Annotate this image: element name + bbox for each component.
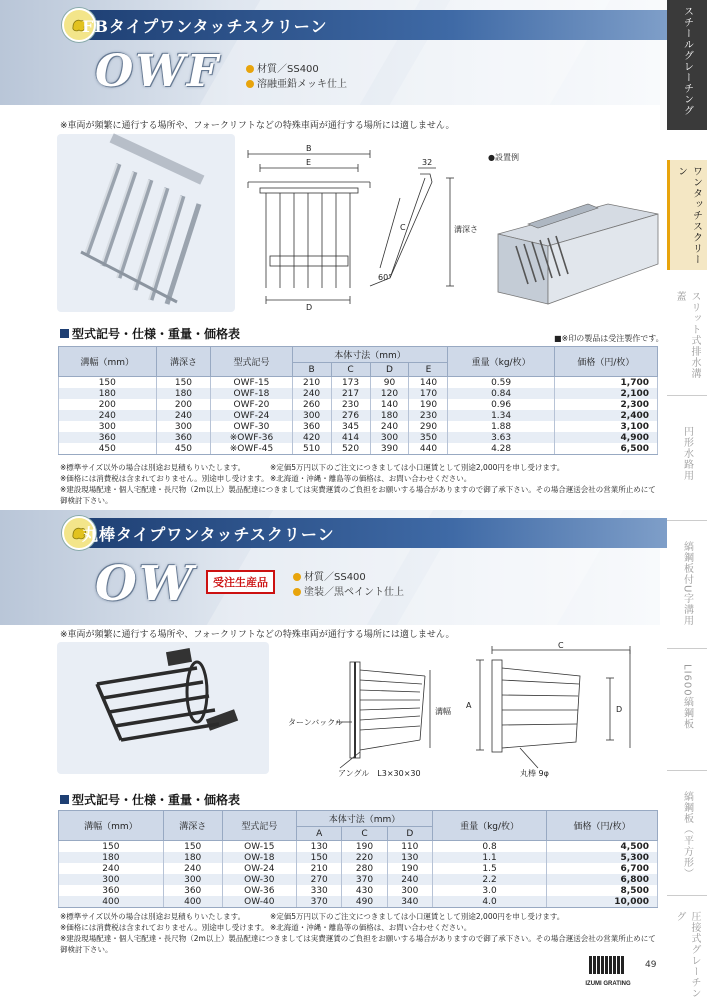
cell-weight: 1.34 — [448, 410, 554, 421]
section1-specs — [246, 62, 347, 92]
cell-b: 240 — [292, 388, 331, 399]
table-title-text: 型式記号・仕様・重量・価格表 — [72, 793, 241, 807]
cell-c: 370 — [342, 874, 387, 885]
cell-d: 180 — [370, 410, 409, 421]
sidebar-item-one-touch-screen[interactable] — [667, 160, 707, 270]
sidebar-item-label: スチールグレーチング — [681, 6, 693, 116]
cell-b: 300 — [292, 410, 331, 421]
dim-angle-label: 60° — [378, 273, 393, 282]
sidebar-divider — [667, 895, 707, 896]
cell-d: 120 — [370, 388, 409, 399]
dim-b-label: B — [306, 144, 312, 153]
section1-title: FBタイプワンタッチスクリーン — [82, 17, 328, 36]
sidebar-item-checker-u-channel[interactable] — [667, 535, 707, 640]
cell-weight: 3.63 — [448, 432, 554, 443]
cell-b: 510 — [292, 443, 331, 455]
cell-c: 276 — [331, 410, 370, 421]
cell-code: ※OWF-36 — [211, 432, 292, 443]
cell-price: 6,800 — [547, 874, 658, 885]
header-dims: 本体寸法（mm） — [297, 811, 433, 827]
table-row — [59, 388, 658, 399]
cell-b: 260 — [292, 399, 331, 410]
cell-e: 190 — [409, 399, 448, 410]
cell-width: 300 — [59, 421, 157, 432]
cell-c: 490 — [342, 896, 387, 908]
cell-code: OWF-24 — [211, 410, 292, 421]
cell-code: OWF-30 — [211, 421, 292, 432]
cell-d: 340 — [387, 896, 432, 908]
cell-weight: 1.88 — [448, 421, 554, 432]
header-d: D — [387, 827, 432, 841]
sidebar-item-pressure-welded[interactable] — [667, 905, 707, 1000]
section2-specs — [293, 570, 404, 600]
cell-price: 3,100 — [554, 421, 657, 432]
cell-width: 180 — [59, 852, 164, 863]
sidebar-item-round-channel[interactable] — [667, 420, 707, 500]
cell-c: 190 — [342, 841, 387, 853]
bullet-icon — [293, 573, 301, 581]
sidebar-item-steel-grating[interactable] — [667, 0, 707, 130]
header-b: B — [292, 363, 331, 377]
section1-footnotes — [60, 462, 660, 505]
sidebar-item-label: スリット式排水溝蓋 — [674, 291, 700, 379]
cell-price: 2,100 — [554, 388, 657, 399]
header-width: 溝幅（mm） — [59, 347, 157, 377]
bullet-icon — [293, 588, 301, 596]
cell-depth: 180 — [163, 852, 222, 863]
made-to-order-badge: 受注生産品 — [206, 570, 275, 594]
spec-finish: 溶融亜鉛メッキ仕上 — [257, 79, 347, 90]
cell-width: 450 — [59, 443, 157, 455]
dim-32-label: 32 — [422, 158, 433, 167]
footnote: ※定価5万円以下のご注文につきましては小口運賃として別途2,000円を申し受けます。 — [270, 912, 565, 921]
cell-width: 400 — [59, 896, 164, 908]
cell-c: 217 — [331, 388, 370, 399]
footnote: ※価格には消費税は含まれておりません。別途申し受けます。 — [60, 474, 269, 483]
owf-dimension-drawing — [240, 138, 480, 318]
footnote: ※定価5万円以下のご注文につきましては小口運賃として別途2,000円を申し受けます。 — [270, 463, 565, 472]
table-row — [59, 443, 658, 455]
cell-depth: 300 — [163, 874, 222, 885]
bullet-icon — [246, 65, 254, 73]
cell-weight: 3.0 — [432, 885, 546, 896]
cell-depth: 240 — [156, 410, 211, 421]
cell-c: 230 — [331, 399, 370, 410]
cell-code: OWF-20 — [211, 399, 292, 410]
cell-code: OW-18 — [222, 852, 296, 863]
table-row — [59, 863, 658, 874]
install-label: ●設置例 — [488, 153, 519, 162]
cell-width: 300 — [59, 874, 164, 885]
cell-weight: 0.8 — [432, 841, 546, 853]
cell-price: 2,400 — [554, 410, 657, 421]
cell-b: 360 — [292, 421, 331, 432]
cell-d: 300 — [387, 885, 432, 896]
header-price: 価格（円/枚） — [554, 347, 657, 377]
table-title-text: 型式記号・仕様・重量・価格表 — [72, 327, 241, 341]
cell-d: 110 — [387, 841, 432, 853]
section1-model: OWF — [95, 46, 220, 97]
sidebar-item-label: 縞鋼板（平方形） — [681, 791, 693, 879]
dim-d-label: D — [616, 705, 623, 714]
cell-width: 150 — [59, 841, 164, 853]
table-row — [59, 432, 658, 443]
dim-e-label: E — [306, 158, 312, 167]
footnote: ※建設現場配達・個人宅配達・長尺物（2m以上）製品配達につきましては実費運賃のご負担をお願いする場合がありますので御了承下さい。その場合運送会社の営業所止めにて御検討下さい。 — [60, 934, 656, 954]
header-weight: 重量（kg/枚） — [432, 811, 546, 841]
table-row — [59, 421, 658, 432]
cell-e: 140 — [409, 377, 448, 389]
footnote: ※建設現場配達・個人宅配達・長尺物（2m以上）製品配達につきましては実費運賃のご負担をお願いする場合がありますので御了承下さい。その場合運送会社の営業所止めにて御検討下さい。 — [60, 485, 656, 505]
cell-price: 4,900 — [554, 432, 657, 443]
spec-finish: 塗装／黒ペイント仕上 — [304, 587, 404, 598]
cell-depth: 150 — [163, 841, 222, 853]
category-sidebar — [667, 0, 707, 1000]
header-depth: 溝深さ — [163, 811, 222, 841]
table-row — [59, 841, 658, 853]
cell-price: 6,500 — [554, 443, 657, 455]
cell-code: OW-30 — [222, 874, 296, 885]
table-row — [59, 852, 658, 863]
header-price: 価格（円/枚） — [547, 811, 658, 841]
sidebar-item-label: LI600縞鋼板 — [681, 664, 693, 730]
cell-a: 270 — [297, 874, 342, 885]
cell-width: 180 — [59, 388, 157, 399]
cell-width: 240 — [59, 863, 164, 874]
cell-c: 345 — [331, 421, 370, 432]
table-row — [59, 874, 658, 885]
bar-label: 丸棒 9φ — [520, 769, 549, 778]
dim-d-label: D — [306, 303, 313, 312]
cell-depth: 400 — [163, 896, 222, 908]
footnote: ※価格には消費税は含まれておりません。別途申し受けます。 — [60, 923, 269, 932]
dim-a-label: A — [466, 701, 472, 710]
cell-width: 360 — [59, 432, 157, 443]
ow-dimension-drawing — [280, 640, 660, 780]
sidebar-item-label: 圧接式グレーチング — [674, 911, 700, 999]
cell-c: 173 — [331, 377, 370, 389]
cell-code: ※OWF-45 — [211, 443, 292, 455]
sidebar-item-li600[interactable] — [667, 658, 707, 748]
sidebar-item-checker-square[interactable] — [667, 785, 707, 880]
cell-price: 6,700 — [547, 863, 658, 874]
cell-depth: 150 — [156, 377, 211, 389]
dim-depth-label: 溝幅 — [435, 707, 451, 716]
cell-weight: 0.96 — [448, 399, 554, 410]
footnote: ※北海道・沖縄・離島等の価格は、お問い合わせください。 — [270, 474, 472, 483]
sidebar-item-slit-drain[interactable] — [667, 285, 707, 385]
table-row — [59, 377, 658, 389]
table-row — [59, 885, 658, 896]
header-weight: 重量（kg/枚） — [448, 347, 554, 377]
header-d: D — [370, 363, 409, 377]
cell-price: 5,300 — [547, 852, 658, 863]
cell-weight: 4.0 — [432, 896, 546, 908]
dim-c-label: C — [558, 641, 564, 650]
cell-price: 4,500 — [547, 841, 658, 853]
dim-c-label: C — [400, 223, 406, 232]
cell-e: 440 — [409, 443, 448, 455]
cell-depth: 360 — [163, 885, 222, 896]
sidebar-item-label: 縞鋼板付U字溝用 — [681, 541, 693, 627]
angle-label: アングル L3×30×30 — [338, 769, 421, 778]
cell-d: 90 — [370, 377, 409, 389]
cell-b: 210 — [292, 377, 331, 389]
cell-c: 280 — [342, 863, 387, 874]
ow-product-photo — [57, 642, 269, 774]
section2-model: OW — [95, 556, 195, 612]
square-bullet-icon — [60, 795, 69, 804]
cell-a: 130 — [297, 841, 342, 853]
bullet-icon — [246, 80, 254, 88]
cell-c: 430 — [342, 885, 387, 896]
owf-product-photo — [57, 134, 235, 312]
header-depth: 溝深さ — [156, 347, 211, 377]
ow-spec-table — [58, 810, 658, 908]
spec-material: 材質／SS400 — [257, 64, 319, 75]
header-c: C — [342, 827, 387, 841]
cell-e: 230 — [409, 410, 448, 421]
cell-depth: 240 — [163, 863, 222, 874]
cell-weight: 2.2 — [432, 874, 546, 885]
cell-price: 10,000 — [547, 896, 658, 908]
cell-weight: 1.1 — [432, 852, 546, 863]
header-code: 型式記号 — [211, 347, 292, 377]
cell-d: 240 — [370, 421, 409, 432]
footnote: ※北海道・沖縄・離島等の価格は、お問い合わせください。 — [270, 923, 472, 932]
cell-a: 330 — [297, 885, 342, 896]
header-code: 型式記号 — [222, 811, 296, 841]
header-width: 溝幅（mm） — [59, 811, 164, 841]
cell-depth: 450 — [156, 443, 211, 455]
header-dims: 本体寸法（mm） — [292, 347, 448, 363]
cell-b: 420 — [292, 432, 331, 443]
cell-a: 210 — [297, 863, 342, 874]
section2-table-title — [60, 791, 240, 808]
cell-code: OW-24 — [222, 863, 296, 874]
cell-width: 240 — [59, 410, 157, 421]
cell-width: 150 — [59, 377, 157, 389]
cell-a: 150 — [297, 852, 342, 863]
sidebar-item-label: ワンタッチスクリーン — [675, 166, 702, 265]
cell-width: 200 — [59, 399, 157, 410]
spec-material: 材質／SS400 — [304, 572, 366, 583]
dim-depth-label: 溝深さ — [454, 225, 478, 234]
footnote: ※標準サイズ以外の場合は別途お見積もりいたします。 — [60, 912, 246, 921]
section2-note: ※車両が頻繁に通行する場所や、フォークリフトなどの特殊車両が通行する場所には適しません。 — [60, 630, 455, 640]
section2-title: 丸棒タイプワンタッチスクリーン — [82, 525, 335, 544]
footnote: ※標準サイズ以外の場合は別途お見積もりいたします。 — [60, 463, 246, 472]
cell-code: OW-36 — [222, 885, 296, 896]
header-c: C — [331, 363, 370, 377]
cell-depth: 200 — [156, 399, 211, 410]
page-number: 49 — [645, 960, 657, 970]
cell-e: 170 — [409, 388, 448, 399]
order-note: ■※印の製品は受注製作です。 — [554, 334, 664, 343]
sidebar-divider — [667, 770, 707, 771]
cell-c: 220 — [342, 852, 387, 863]
cell-weight: 0.59 — [448, 377, 554, 389]
cell-depth: 180 — [156, 388, 211, 399]
sidebar-divider — [667, 648, 707, 649]
section1-note: ※車両が頻繁に通行する場所や、フォークリフトなどの特殊車両が通行する場所には適しません。 — [60, 121, 455, 131]
section1-table-title — [60, 325, 240, 342]
cell-d: 190 — [387, 863, 432, 874]
cell-depth: 360 — [156, 432, 211, 443]
header-e: E — [409, 363, 448, 377]
cell-e: 290 — [409, 421, 448, 432]
logo-text: IZUMI GRATING — [585, 981, 631, 987]
cell-a: 370 — [297, 896, 342, 908]
cell-d: 240 — [387, 874, 432, 885]
cell-width: 360 — [59, 885, 164, 896]
cell-d: 300 — [370, 432, 409, 443]
izumi-logo — [585, 954, 631, 988]
cell-d: 140 — [370, 399, 409, 410]
cell-c: 414 — [331, 432, 370, 443]
owf-spec-table — [58, 346, 658, 455]
cell-code: OWF-15 — [211, 377, 292, 389]
header-a: A — [297, 827, 342, 841]
cell-depth: 300 — [156, 421, 211, 432]
cell-d: 130 — [387, 852, 432, 863]
cell-code: OW-40 — [222, 896, 296, 908]
owf-install-example — [488, 148, 663, 318]
square-bullet-icon — [60, 329, 69, 338]
table-row — [59, 399, 658, 410]
table-row — [59, 410, 658, 421]
cell-e: 350 — [409, 432, 448, 443]
cell-price: 2,300 — [554, 399, 657, 410]
sidebar-item-label: 円形水路用 — [681, 426, 693, 481]
cell-weight: 4.28 — [448, 443, 554, 455]
cell-code: OWF-18 — [211, 388, 292, 399]
cell-d: 390 — [370, 443, 409, 455]
section2-footnotes — [60, 911, 660, 954]
table-row — [59, 896, 658, 908]
cell-weight: 1.5 — [432, 863, 546, 874]
turnbuckle-label: ターンバックル — [288, 718, 344, 727]
cell-weight: 0.84 — [448, 388, 554, 399]
cell-c: 520 — [331, 443, 370, 455]
cell-price: 8,500 — [547, 885, 658, 896]
sidebar-divider — [667, 520, 707, 521]
cell-code: OW-15 — [222, 841, 296, 853]
sidebar-divider — [667, 395, 707, 396]
cell-price: 1,700 — [554, 377, 657, 389]
